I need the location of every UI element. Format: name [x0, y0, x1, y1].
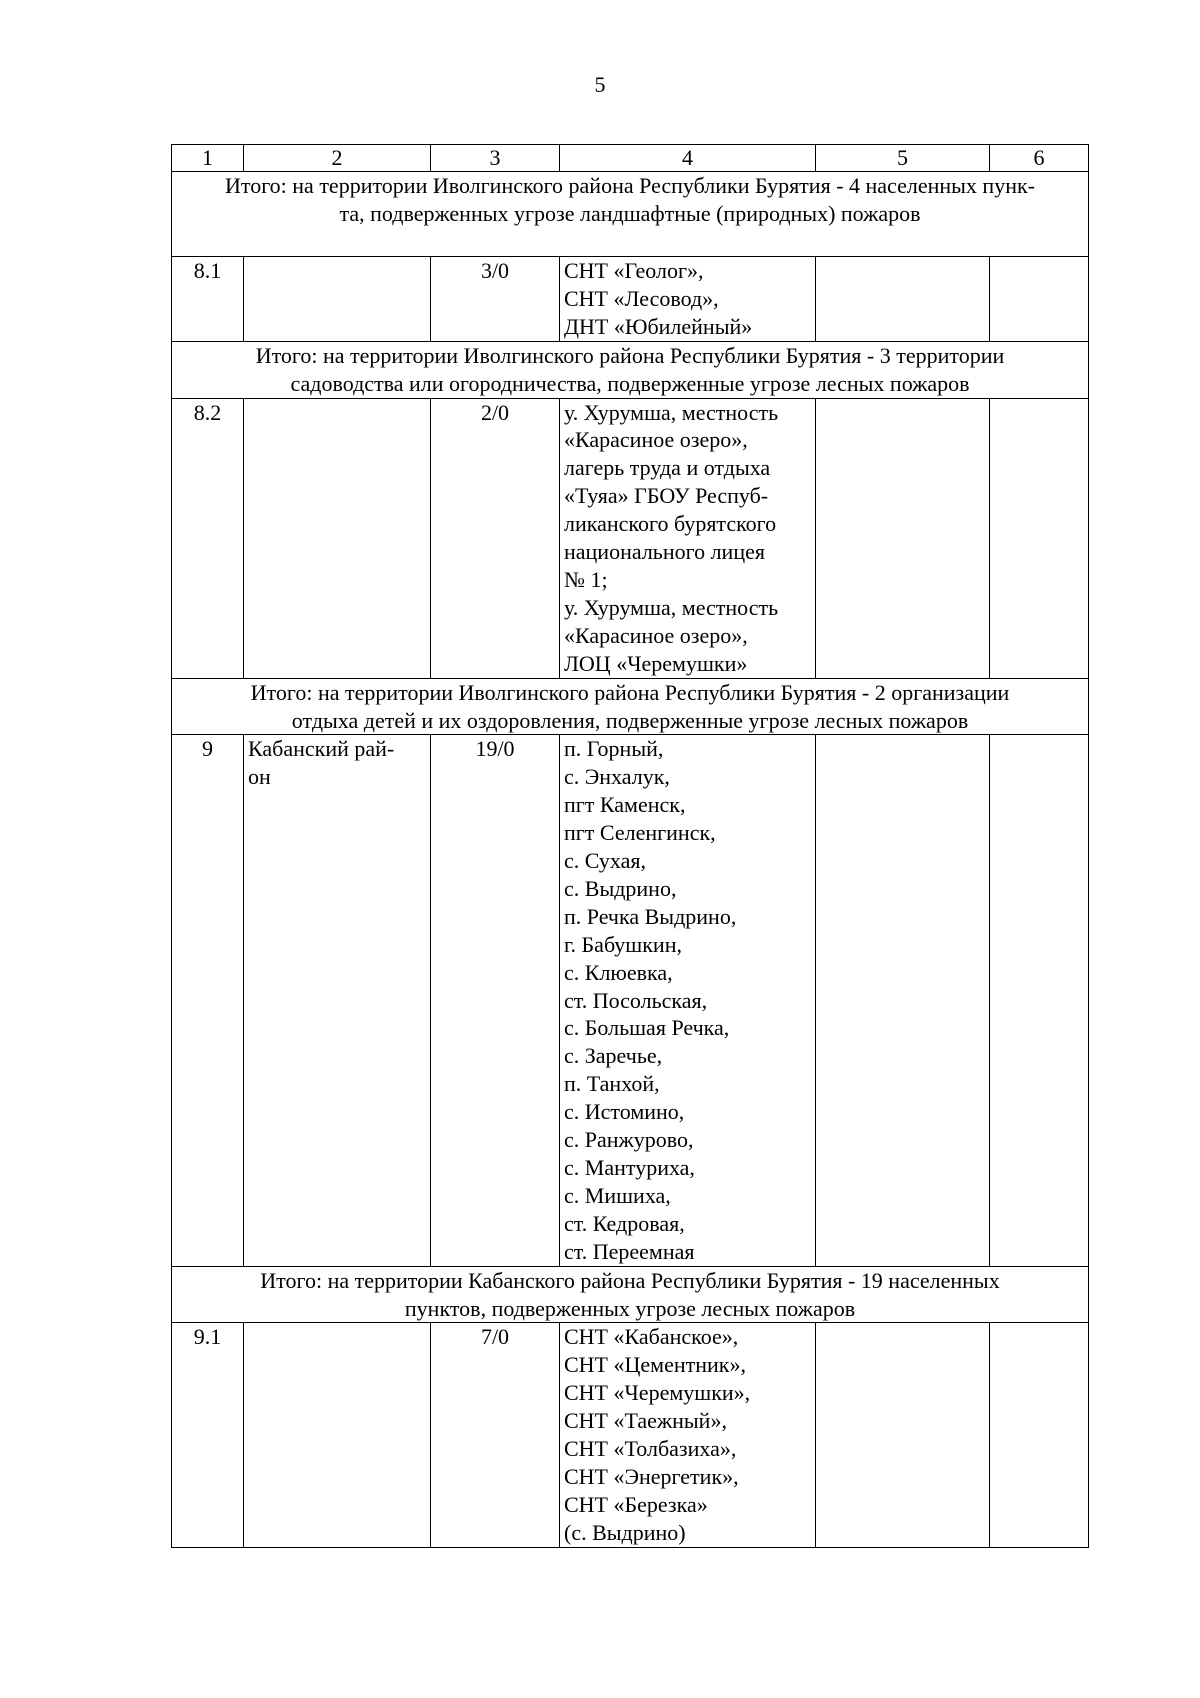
place-item: с. Истомино, — [564, 1099, 685, 1125]
empty-cell — [990, 735, 1089, 1266]
page-number: 5 — [594, 72, 606, 97]
empty-cell — [816, 735, 990, 1266]
place-item: у. Хурумша, местность — [564, 594, 779, 620]
place-item: с. Выдрино, — [564, 875, 677, 901]
summary-row — [172, 172, 1089, 257]
row-number: 8.2 — [172, 398, 244, 678]
row-number: 9 — [172, 735, 244, 1266]
summary-row — [172, 1266, 1089, 1323]
place-item: с. Заречье, — [564, 1043, 663, 1069]
places-cell — [560, 398, 816, 678]
place-item: п. Горный, — [564, 736, 664, 762]
place-item: № 1; — [564, 566, 608, 592]
place-item: у. Хурумша, местность — [564, 399, 779, 425]
empty-cell — [816, 1323, 990, 1547]
table-row — [172, 1323, 1089, 1547]
place-item: ДНТ «Юбилейный» — [564, 313, 753, 339]
summary-line: пунктов, подверженных угрозе лесных пожаров — [404, 1295, 856, 1321]
empty-cell — [816, 257, 990, 342]
place-item: лагерь труда и отдыха — [564, 455, 771, 481]
place-item: пгт Селенгинск, — [564, 820, 716, 846]
empty-cell — [990, 257, 1089, 342]
place-item: национального лицея — [564, 539, 765, 565]
places-cell — [560, 735, 816, 1266]
column-header: 4 — [560, 145, 816, 172]
place-item: «Карасиное озеро», — [564, 622, 748, 648]
empty-cell — [990, 398, 1089, 678]
place-item: ликанского бурятского — [564, 511, 777, 537]
place-item: СНТ «Таежный», — [564, 1408, 727, 1434]
place-item: СНТ «Лесовод», — [564, 285, 719, 311]
row-number: 8.1 — [172, 257, 244, 342]
place-item: с. Ранжурово, — [564, 1127, 694, 1153]
empty-cell — [816, 398, 990, 678]
summary-line: Итого: на территории Иволгинского района Республики Бурятия - 3 территории — [255, 342, 1005, 368]
place-item: с. Мишиха, — [564, 1182, 671, 1208]
count-cell: 3/0 — [431, 257, 560, 342]
summary-cell — [172, 1266, 1089, 1323]
district-cell — [244, 735, 431, 1266]
column-header: 1 — [172, 145, 244, 172]
place-item: с. Сухая, — [564, 848, 646, 874]
row-number: 9.1 — [172, 1323, 244, 1547]
summary-line: Итого: на территории Иволгинского района Республики Бурятия - 4 населенных пунк- — [224, 173, 1035, 198]
summary-line: садоводства или огородничества, подверженные угрозе лесных пожаров — [290, 370, 970, 396]
place-item: СНТ «Энергетик», — [564, 1463, 739, 1489]
place-item: п. Танхой, — [564, 1071, 660, 1097]
summary-cell — [172, 341, 1089, 398]
summary-line: Итого: на территории Кабанского района Республики Бурятия - 19 населенных — [260, 1267, 1000, 1293]
place-item: ст. Посольская, — [564, 987, 708, 1013]
place-item: ЛОЦ «Черемушки» — [564, 650, 748, 676]
place-item: с. Клюевка, — [564, 959, 673, 985]
place-item: с. Большая Речка, — [564, 1015, 730, 1041]
summary-line: отдыха детей и их оздоровления, подверженные угрозе лесных пожаров — [291, 707, 969, 733]
summary-line: Итого: на территории Иволгинского района Республики Бурятия - 2 организации — [250, 679, 1010, 705]
place-item: «Туяа» ГБОУ Респуб- — [564, 483, 769, 509]
fire-threat-table — [171, 144, 1089, 1548]
place-item: СНТ «Геолог», — [564, 258, 704, 283]
place-item: с. Мантуриха, — [564, 1155, 695, 1180]
places-cell — [560, 1323, 816, 1547]
column-header: 3 — [431, 145, 560, 172]
district-line: он — [248, 764, 271, 790]
place-item: г. Бабушкин, — [564, 931, 682, 957]
district-cell — [244, 398, 431, 678]
summary-cell — [172, 172, 1089, 257]
place-item: ст. Переемная — [564, 1238, 695, 1264]
place-item: СНТ «Березка» — [564, 1491, 708, 1517]
place-item: СНТ «Черемушки», — [564, 1380, 751, 1406]
place-item: с. Энхалук, — [564, 764, 670, 790]
places-cell — [560, 257, 816, 342]
column-header: 2 — [244, 145, 431, 172]
count-cell: 19/0 — [431, 735, 560, 1266]
summary-row — [172, 678, 1089, 735]
table-row — [172, 257, 1089, 342]
count-cell: 7/0 — [431, 1323, 560, 1547]
place-item: СНТ «Цементник», — [564, 1352, 746, 1378]
place-item: ст. Кедровая, — [564, 1210, 685, 1236]
place-item: (с. Выдрино) — [564, 1519, 686, 1545]
column-header: 6 — [990, 145, 1089, 172]
summary-cell — [172, 678, 1089, 735]
count-cell: 2/0 — [431, 398, 560, 678]
empty-cell — [990, 1323, 1089, 1547]
district-cell — [244, 257, 431, 342]
table-row — [172, 735, 1089, 1266]
place-item: п. Речка Выдрино, — [564, 903, 737, 929]
place-item: пгт Каменск, — [564, 792, 686, 818]
place-item: СНТ «Кабанское», — [564, 1324, 739, 1350]
place-item: СНТ «Толбазиха», — [564, 1436, 737, 1462]
column-header: 5 — [816, 145, 990, 172]
table-header-row — [172, 145, 1089, 172]
table-row — [172, 398, 1089, 678]
district-line: Кабанский рай- — [248, 736, 395, 762]
place-item: «Карасиное озеро», — [564, 427, 748, 453]
summary-line: та, подверженных угрозе ландшафтные (природных) пожаров — [339, 200, 921, 226]
district-cell — [244, 1323, 431, 1547]
summary-row — [172, 341, 1089, 398]
